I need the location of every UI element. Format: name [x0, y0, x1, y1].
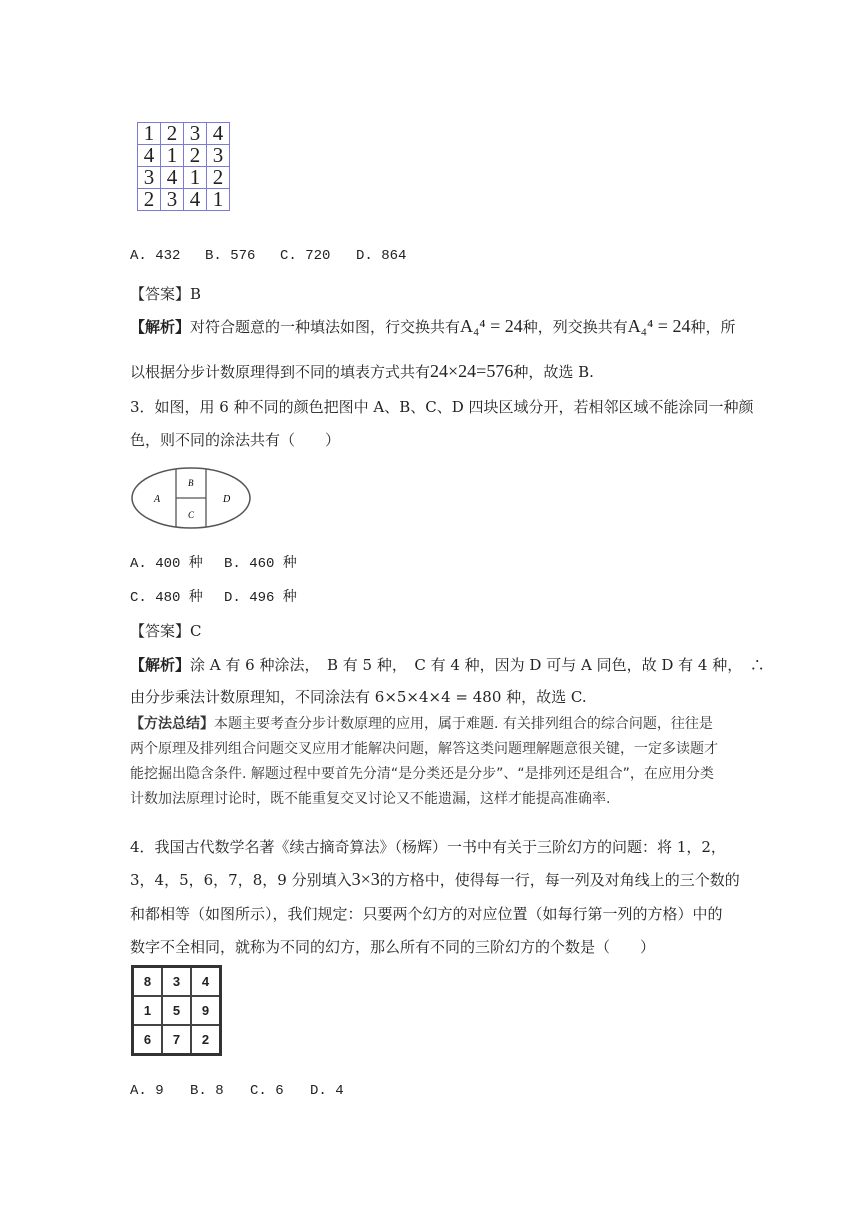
analysis-label: 【解析】 — [130, 318, 191, 336]
grid-cell: 6 — [133, 1025, 163, 1055]
grid-cell: 1 — [207, 189, 230, 211]
grid-cell: 9 — [191, 996, 221, 1025]
region-label-d: D — [223, 494, 231, 505]
method-summary — [130, 712, 722, 812]
magic-square-figure — [131, 965, 222, 1056]
question-stem: 色，则不同的涂法共有（ ） — [130, 431, 341, 449]
option-a: A. 9 — [130, 1083, 164, 1099]
latin-square-figure — [137, 122, 230, 211]
analysis-text: 种，列交换共有 — [522, 318, 628, 336]
option-d: D. 864 — [356, 248, 407, 264]
grid-cell: 7 — [162, 1025, 191, 1055]
option-c: C. 720 — [280, 248, 331, 264]
region-label-c: C — [188, 510, 195, 520]
option-c: C. 480 种 — [130, 590, 203, 606]
grid-cell: 2 — [207, 167, 230, 189]
answer-line: 【答案】C — [130, 622, 202, 640]
question-stem: 3．如图，用 6 种不同的颜色把图中 A、B、C、D 四块区域分开，若相邻区域不能涂同一种颜 — [130, 398, 754, 416]
permutation-expression: A₄⁴ = 24 — [627, 316, 691, 336]
analysis-text: 以根据分步计数原理得到不同的填表方式共有 — [130, 363, 431, 381]
grid-cell: 3 — [161, 189, 184, 211]
grid-cell: 2 — [161, 123, 184, 145]
grid-cell: 4 — [207, 123, 230, 145]
grid-cell: 4 — [138, 145, 161, 167]
question-stem: 数字不全相同，就称为不同的幻方，那么所有不同的三阶幻方的个数是（ ） — [130, 938, 656, 956]
analysis-text: 涂 A 有 6 种涂法， B 有 5 种， C 有 4 种，因为 D 可与 A 同色，故 D 有 4 种， ∴ — [190, 656, 765, 674]
grid-cell: 2 — [191, 1025, 221, 1055]
grid-cell: 3 — [184, 123, 207, 145]
summary-text: 本题主要考查分步计数原理的应用，属于难题. 有关排列组合的综合问题，往往是两个原理及排列组合问题交叉应用才能解决问题，解答这类问题理解题意很关键，一定多读题才能挖掘出隐含条件. 解题过程中要首先分清“是分类还是分步”、“是排列还是组合”，在应用分类计数加法原理讨论时，既不能重复交叉讨论又不能遗漏，这样才能提高准确率. — [130, 716, 718, 807]
analysis-line — [130, 361, 594, 382]
grid-cell: 4 — [191, 967, 221, 997]
question-stem — [130, 869, 740, 890]
grid-cell: 2 — [138, 189, 161, 211]
region-diagram — [130, 466, 254, 530]
grid-cell: 3 — [207, 145, 230, 167]
option-d: D. 4 — [310, 1083, 344, 1099]
option-b: B. 460 种 — [224, 556, 297, 572]
grid-size-expression: 3×3 — [351, 869, 380, 889]
option-b: B. 576 — [205, 248, 256, 264]
analysis-text: 种，故选 B. — [513, 363, 594, 381]
grid-cell: 1 — [138, 123, 161, 145]
analysis-line — [130, 654, 765, 675]
grid-cell: 4 — [184, 189, 207, 211]
analysis-line — [130, 316, 735, 337]
permutation-expression: A₄⁴ = 24 — [460, 316, 523, 336]
option-a: A. 432 — [130, 248, 181, 264]
grid-cell: 5 — [162, 996, 191, 1025]
grid-cell: 3 — [138, 167, 161, 189]
analysis-label: 【解析】 — [130, 656, 191, 674]
grid-cell: 4 — [161, 167, 184, 189]
grid-cell: 2 — [184, 145, 207, 167]
region-label-a: A — [154, 494, 161, 505]
analysis-text: 种，所 — [690, 318, 736, 336]
region-label-b: B — [188, 478, 194, 488]
answer-line: 【答案】B — [130, 285, 202, 303]
option-b: B. 8 — [190, 1083, 224, 1099]
grid-cell: 1 — [161, 145, 184, 167]
stem-text: 的方格中，使得每一行，每一列及对角线上的三个数的 — [379, 871, 740, 889]
option-a: A. 400 种 — [130, 556, 203, 572]
grid-cell: 1 — [133, 996, 163, 1025]
analysis-text: 对符合题意的一种填法如图，行交换共有 — [190, 318, 461, 336]
grid-cell: 1 — [184, 167, 207, 189]
product-expression: 24×24=576 — [430, 361, 514, 381]
grid-cell: 8 — [133, 967, 163, 997]
summary-label: 【方法总结】 — [130, 716, 214, 732]
option-d: D. 496 种 — [224, 590, 297, 606]
analysis-line: 由分步乘法计数原理知，不同涂法有 6×5×4×4 = 480 种，故选 C. — [130, 688, 587, 706]
option-c: C. 6 — [250, 1083, 284, 1099]
grid-cell: 3 — [162, 967, 191, 997]
question-stem: 和都相等（如图所示），我们规定：只要两个幻方的对应位置（如每行第一列的方格）中的 — [130, 905, 723, 923]
stem-text: 3，4，5，6，7，8，9 分别填入 — [130, 871, 352, 889]
question-stem: 4．我国古代数学名著《续古摘奇算法》（杨辉）一书中有关于三阶幻方的问题：将 1，2， — [130, 838, 726, 856]
